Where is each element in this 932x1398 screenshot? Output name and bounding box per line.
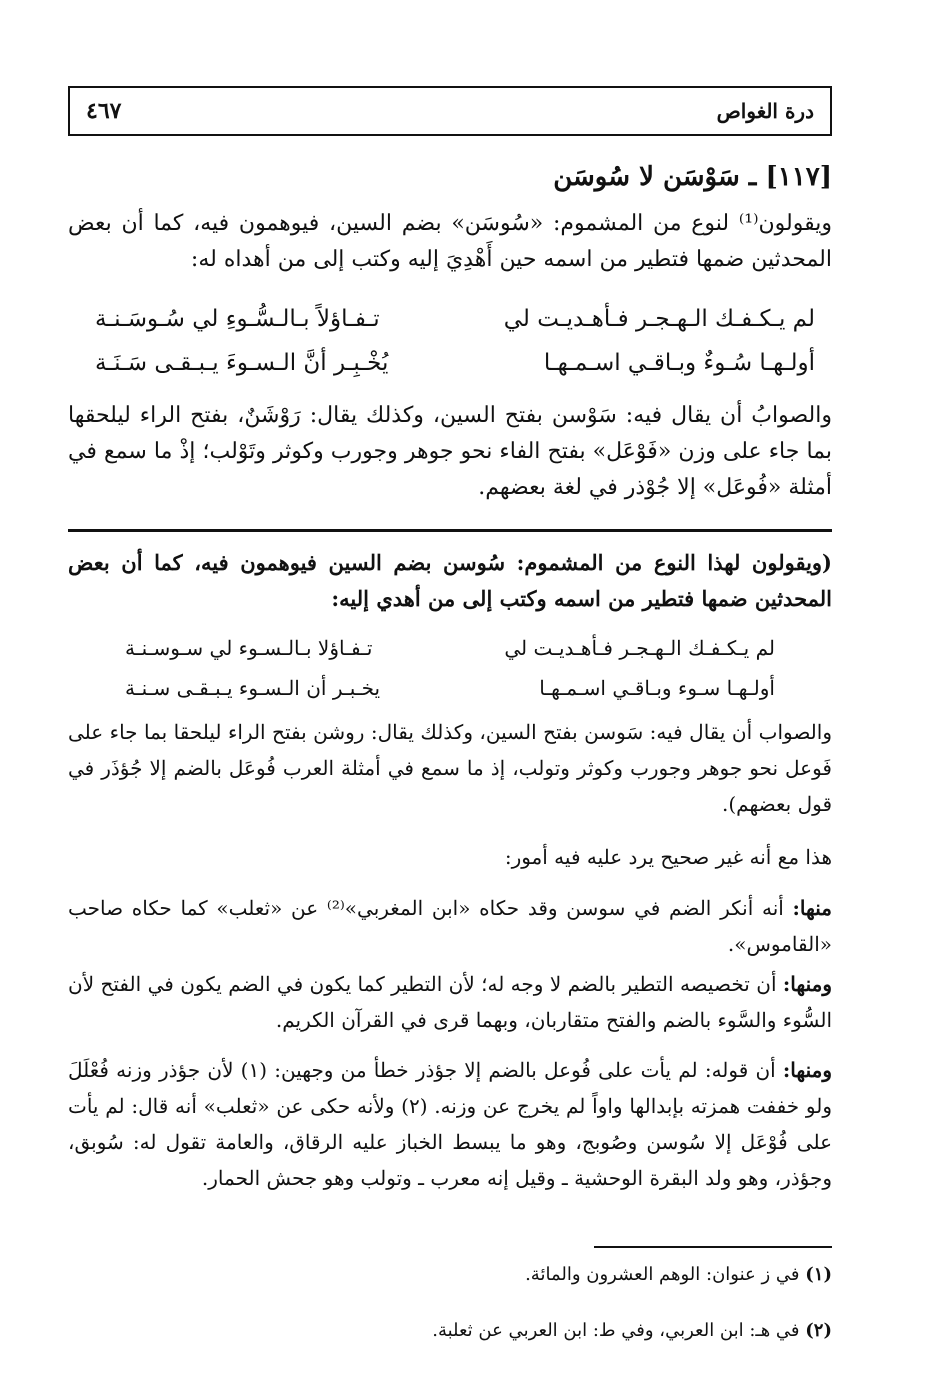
- verse-line-4: [125, 676, 775, 700]
- objection-text: أنه أنكر الضم في سوسن وقد حكاه «ابن المغربي»⁽²⁾ عن «ثعلب» كما حكاه صاحب «القاموس».: [68, 896, 832, 956]
- header-title: درة الغواص: [716, 99, 814, 123]
- verse-hemistich-left: تـفـاؤلاً بـالـسُّـوءِ لي سُـوسَـنـة: [95, 306, 380, 332]
- objection-text: أن قوله: لم يأت على فُوعل بالضم إلا جؤذر خطأ من وجهين: (١) لأن جؤذر وزنه فُعْلَلَ ولو خففت همزته بإبدالها واواً لم يخرج عن وزنه. (٢) ولأنه حكى عن «ثعلب» أنه قال: لم يأت على فُوْعَل إلا سُوسن وصُوبج، وهو ما يبسط الخباز عليه الرقاق، والعامة تقول له: سُوبق، وجؤذر، وهو ولد البقرة الوحشية ـ وقيل إنه معرب ـ وتولب وهو جحش الحمار.: [68, 1058, 832, 1190]
- footnote-text: في ز عنوان: الوهم العشرون والمائة.: [525, 1264, 800, 1285]
- footnote-2: [68, 1320, 832, 1341]
- section-divider: [68, 529, 832, 532]
- page-number: ٤٦٧: [86, 98, 122, 124]
- verse-hemistich-right: لم يـكـفـك الـهـجـر فـأهـديـت لي: [504, 636, 775, 660]
- quoted-passage: (ويقولون لهذا النوع من المشموم: سُوسن بضم السين فيوهمون فيه، كما أن بعض المحدثين ضمها فتطير من اسمه وكتب إلى من أهدي إليه:: [68, 550, 832, 611]
- paragraph-quoted-correction: والصواب أن يقال فيه: سَوسن بفتح السين، وكذلك يقال: روشن بفتح الراء ليلحقا بما جاء على فَوعل نحو جوهر وجورب وكوثر وتولب، إذ ما سمع في أمثلة العرب فُوعَل بالضم إلا جُؤذَر في قول بعضهم).: [68, 720, 832, 816]
- paragraph-objection-1: [68, 890, 832, 962]
- objection-lead: ومنها:: [782, 1058, 832, 1082]
- verse-line-2: [95, 350, 815, 376]
- verse-hemistich-right: أولـهـا سُـوءٌ وبـاقـي اسـمـهـا: [543, 350, 815, 376]
- running-header: [68, 86, 832, 136]
- verse-line-1: [95, 306, 815, 332]
- paragraph-objection-3: [68, 1052, 832, 1196]
- paragraph-intro: ويقولون⁽¹⁾ لنوع من المشموم: «سُوسَن» بضم السين، فيوهمون فيه، كما أن بعض المحدثين ضمها فتطير من اسمه حين أَهْدِيَ إليه وكتب إلى من أهداه له:: [68, 211, 832, 272]
- verse-hemistich-left: يُخْـبِـر أنَّ الـسـوءَ يـبـقـى سَـنَـة: [95, 350, 389, 376]
- objection-lead: منها:: [792, 896, 832, 920]
- footnote-text: في هـ: ابن العربي، وفي ط: ابن العربي عن ثعلبة.: [432, 1320, 800, 1341]
- paragraph-objection-2: [68, 966, 832, 1038]
- verse-hemistich-left: يخـبـر أن الـسـوء يـبـقـى سـنـة: [125, 676, 381, 700]
- verse-hemistich-right: أولـهـا سـوء وبـاقـي اسـمـهـا: [539, 676, 775, 700]
- footnote-divider: [594, 1246, 832, 1248]
- section-title: [١١٧] ـ سَوْسَن لا سُوسَن: [553, 162, 832, 192]
- footnote-marker: (١): [805, 1264, 832, 1285]
- objection-lead: ومنها:: [782, 972, 832, 996]
- verse-hemistich-left: تـفـاؤلا بـالـسـوء لي سـوسـنـة: [125, 636, 373, 660]
- verse-line-3: [125, 636, 775, 660]
- paragraph-objections-intro: هذا مع أنه غير صحيح يرد عليه فيه أمور:: [504, 845, 832, 869]
- footnote-1: [68, 1264, 832, 1285]
- objection-text: أن تخصيصه التطير بالضم لا وجه له؛ لأن التطير كما يكون في الضم يكون في الفتح لأن السُّوء والسَّوء بالضم والفتح متقاربان، وبهما قرى في القرآن الكريم.: [68, 972, 832, 1032]
- footnote-marker: (٢): [805, 1320, 832, 1341]
- paragraph-correction: والصوابُ أن يقال فيه: سَوْسن بفتح السين، وكذلك يقال: رَوْشَنٌ، بفتح الراء ليلحقها بما جاء على وزن «فَوْعَل» بفتح الفاء نحو جوهر وجورب وكوثر وتَوْلب؛ إذْ ما سمع في أمثلة «فُوعَل» إلا جُوْذر في لغة بعضهم.: [68, 403, 832, 500]
- verse-hemistich-right: لم يـكـفـك الـهـجـر فـأهـديـت لي: [503, 306, 815, 332]
